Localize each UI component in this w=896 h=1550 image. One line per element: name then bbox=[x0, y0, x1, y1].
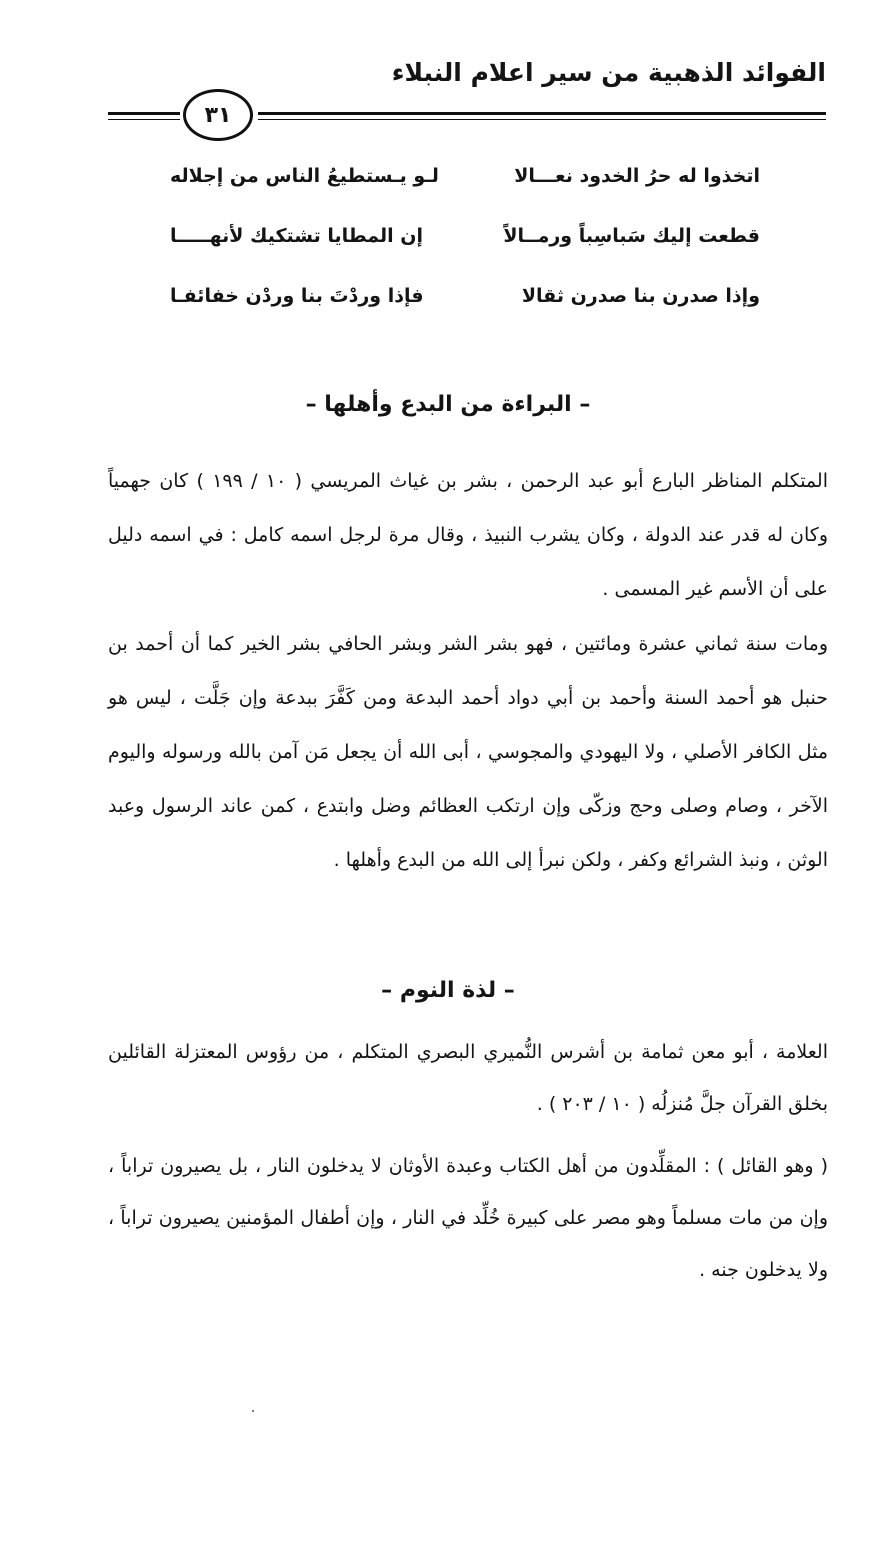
verse-first-hemistich: فإذا وردْتَ بنا وردْن خفائفـا bbox=[170, 285, 424, 307]
section-heading: – البراءة من البدع وأهلها – bbox=[305, 392, 591, 417]
verse-first-hemistich: إن المطايا تشتكيك لأنهـــــا bbox=[170, 225, 424, 247]
verse-first-hemistich: لـو يـستطيعُ الناس من إجلاله bbox=[170, 165, 439, 187]
header-rule-left bbox=[108, 112, 180, 120]
paragraph: ( وهو القائل ) : المقلِّدون من أهل الكتاب وعبدة الأوثان لا يدخلون النار ، بل يصيرون تراباً ، وإن من مات مسلماً وهو مصر على كبيرة خُلِّد في النار ، وإن أطفال المؤمنين يصيرون تراباً ، ولا يدخلون جنه . bbox=[108, 1155, 828, 1281]
header-rule-right bbox=[258, 112, 826, 120]
paragraph: المتكلم المناظر البارع أبو عبد الرحمن ، بشر بن غياث المريسي ( ١٠ / ١٩٩ ) كان جهمياً وكان له قدر عند الدولة ، وكان يشرب النبيذ ، وقال مرة لرجل اسمه كامل : في اسمه دليل على أن الأسم غير المسمى . bbox=[108, 470, 828, 600]
print-speck bbox=[252, 1410, 254, 1412]
poem-verse bbox=[170, 214, 760, 258]
verse-second-hemistich: اتخذوا له حرُ الخدود نعـــالا bbox=[514, 165, 760, 187]
paragraph: ومات سنة ثماني عشرة ومائتين ، فهو بشر الشر وبشر الحافي بشر الخير كما أن أحمد بن حنبل هو أحمد السنة وأحمد بن أبي دواد أحمد البدعة ومن كَفَّرَ ببدعة وإن جَلَّت ، ليس هو مثل الكافر الأصلي ، ولا اليهودي والمجوسي ، أبى الله أن يجعل مَن آمن بالله ورسوله واليوم الآخر ، وصام وصلى وحج وزكّى وإن ارتكب العظائم وضل وابتدع ، كمن عاند الرسول وعبد الوثن ، ونبذ الشرائع وكفر ، ولكن نبرأ إلى الله من البدع وأهلها . bbox=[108, 633, 828, 871]
verse-second-hemistich: وإذا صدرن بنا صدرن ثقالا bbox=[521, 285, 760, 307]
poem-verse bbox=[170, 154, 760, 198]
book-title: الفوائد الذهبية من سير اعلام النبلاء bbox=[391, 58, 826, 87]
poem-verse bbox=[170, 274, 760, 318]
paragraph: العلامة ، أبو معن ثمامة بن أشرس النُّميري البصري المتكلم ، من رؤوس المعتزلة القائلين بخلق القرآن جلَّ مُنزلُه ( ١٠ / ٢٠٣ ) . bbox=[108, 1041, 828, 1115]
section-heading: – لذة النوم – bbox=[381, 978, 515, 1003]
verse-second-hemistich: قطعت إليك سَباسِباً ورمــالاً bbox=[503, 225, 760, 247]
page-number: ٣١ bbox=[183, 89, 253, 141]
